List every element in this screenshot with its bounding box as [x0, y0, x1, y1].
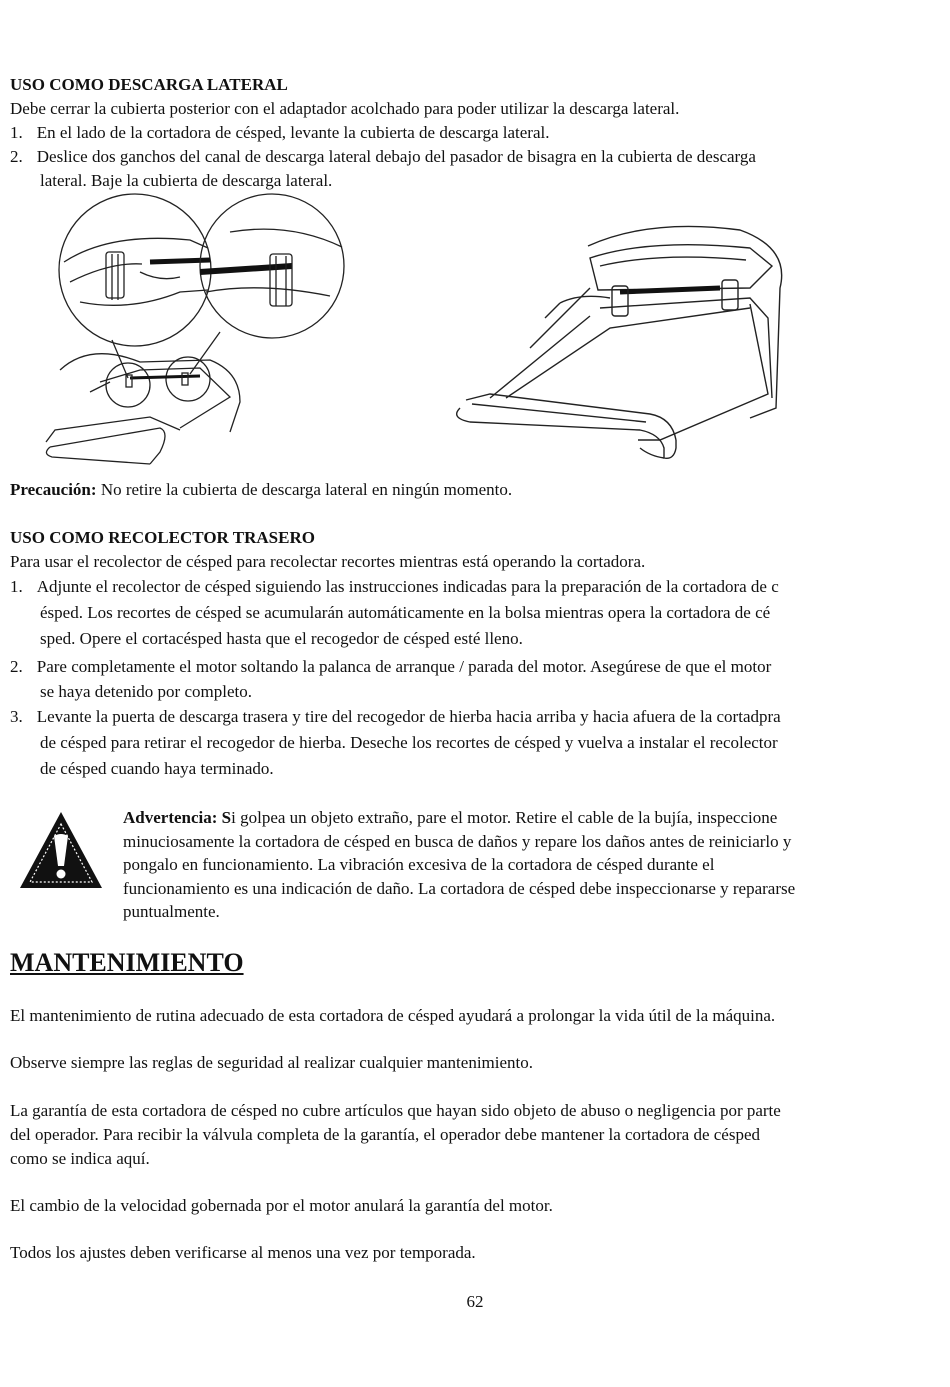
- list-text-continued: sped. Opere el cortacésped hasta que el recogedor de césped esté lleno.: [40, 629, 523, 648]
- list-number: 2.: [10, 147, 23, 166]
- list-number: 2.: [10, 657, 23, 676]
- caution-text: No retire la cubierta de descarga lateral en ningún momento.: [96, 480, 513, 499]
- side-discharge-intro: Debe cerrar la cubierta posterior con el adaptador acolchado para poder utilizar la descarga lateral.: [10, 99, 680, 118]
- maintenance-paragraph: Todos los ajustes deben verificarse al menos una vez por temporada.: [10, 1243, 476, 1262]
- section-title-maintenance: MANTENIMIENTO: [10, 948, 244, 977]
- maintenance-paragraph: La garantía de esta cortadora de césped no cubre artículos que hayan sido objeto de abuso o negligencia por parte: [10, 1101, 781, 1120]
- list-item: [10, 122, 549, 144]
- list-text-continued: se haya detenido por completo.: [40, 682, 252, 701]
- list-text: Pare completamente el motor soltando la palanca de arranque / parada del motor. Asegúrese de que el motor: [36, 657, 772, 676]
- list-number: 1.: [10, 577, 23, 596]
- warning-text: pongalo en funcionamiento. La vibración excesiva de la cortadora de césped durante el: [123, 855, 715, 874]
- list-item: [10, 576, 779, 598]
- section-heading-rear-bag: USO COMO RECOLECTOR TRASERO: [10, 528, 315, 547]
- section-heading-side-discharge: USO COMO DESCARGA LATERAL: [10, 75, 288, 94]
- warning-triangle-icon: [18, 810, 104, 890]
- warning-text: i golpea un objeto extraño, pare el motor. Retire el cable de la bujía, inspeccione: [231, 808, 778, 827]
- warning-block: [123, 806, 943, 924]
- list-text: Deslice dos ganchos del canal de descarga lateral debajo del pasador de bisagra en la cubierta de descarga: [36, 147, 756, 166]
- rear-bag-intro: Para usar el recolector de césped para recolectar recortes mientras está operando la cortadora.: [10, 552, 646, 571]
- list-text: En el lado de la cortadora de césped, levante la cubierta de descarga lateral.: [36, 123, 550, 142]
- maintenance-paragraph: El cambio de la velocidad gobernada por el motor anulará la garantía del motor.: [10, 1196, 553, 1215]
- warning-text: minuciosamente la cortadora de césped en busca de daños y repare los daños antes de reiniciarlo y: [123, 831, 792, 851]
- warning-label: Advertencia: S: [123, 808, 232, 827]
- warning-text: funcionamiento es una indicación de daño. La cortadora de césped debe inspeccionarse y repararse: [123, 878, 796, 898]
- caution-label: Precaución:: [10, 480, 97, 499]
- caution-note: [10, 479, 512, 501]
- side-discharge-detail-illustration: [30, 192, 440, 472]
- list-item: [10, 146, 756, 168]
- list-text-continued: de césped cuando haya terminado.: [40, 759, 274, 778]
- side-discharge-chute-illustration: [450, 208, 790, 463]
- list-text-continued: de césped para retirar el recogedor de hierba. Deseche los recortes de césped y vuelva a instalar el recolector: [40, 733, 778, 752]
- list-text-continued: ésped. Los recortes de césped se acumularán automáticamente en la bolsa mientras opera la cortadora de cé: [40, 603, 771, 622]
- page-number: 62: [466, 1292, 484, 1311]
- list-text: Adjunte el recolector de césped siguiendo las instrucciones indicadas para la preparación de la cortadora de c: [36, 577, 779, 596]
- list-number: 3.: [10, 707, 23, 726]
- warning-text: puntualmente.: [123, 902, 220, 921]
- list-text: Levante la puerta de descarga trasera y tire del recogedor de hierba hacia arriba y hacia afuera de la cortadpra: [36, 707, 781, 726]
- maintenance-paragraph: El mantenimiento de rutina adecuado de esta cortadora de césped ayudará a prolongar la vida útil de la máquina.: [10, 1006, 776, 1025]
- list-item: [10, 656, 771, 678]
- maintenance-paragraph: del operador. Para recibir la válvula completa de la garantía, el operador debe mantener la cortadora de césped: [10, 1125, 760, 1144]
- list-text-continued: lateral. Baje la cubierta de descarga lateral.: [40, 171, 333, 190]
- maintenance-paragraph: como se indica aquí.: [10, 1149, 150, 1168]
- maintenance-paragraph: Observe siempre las reglas de seguridad al realizar cualquier mantenimiento.: [10, 1053, 534, 1072]
- list-item: [10, 706, 781, 728]
- list-number: 1.: [10, 123, 23, 142]
